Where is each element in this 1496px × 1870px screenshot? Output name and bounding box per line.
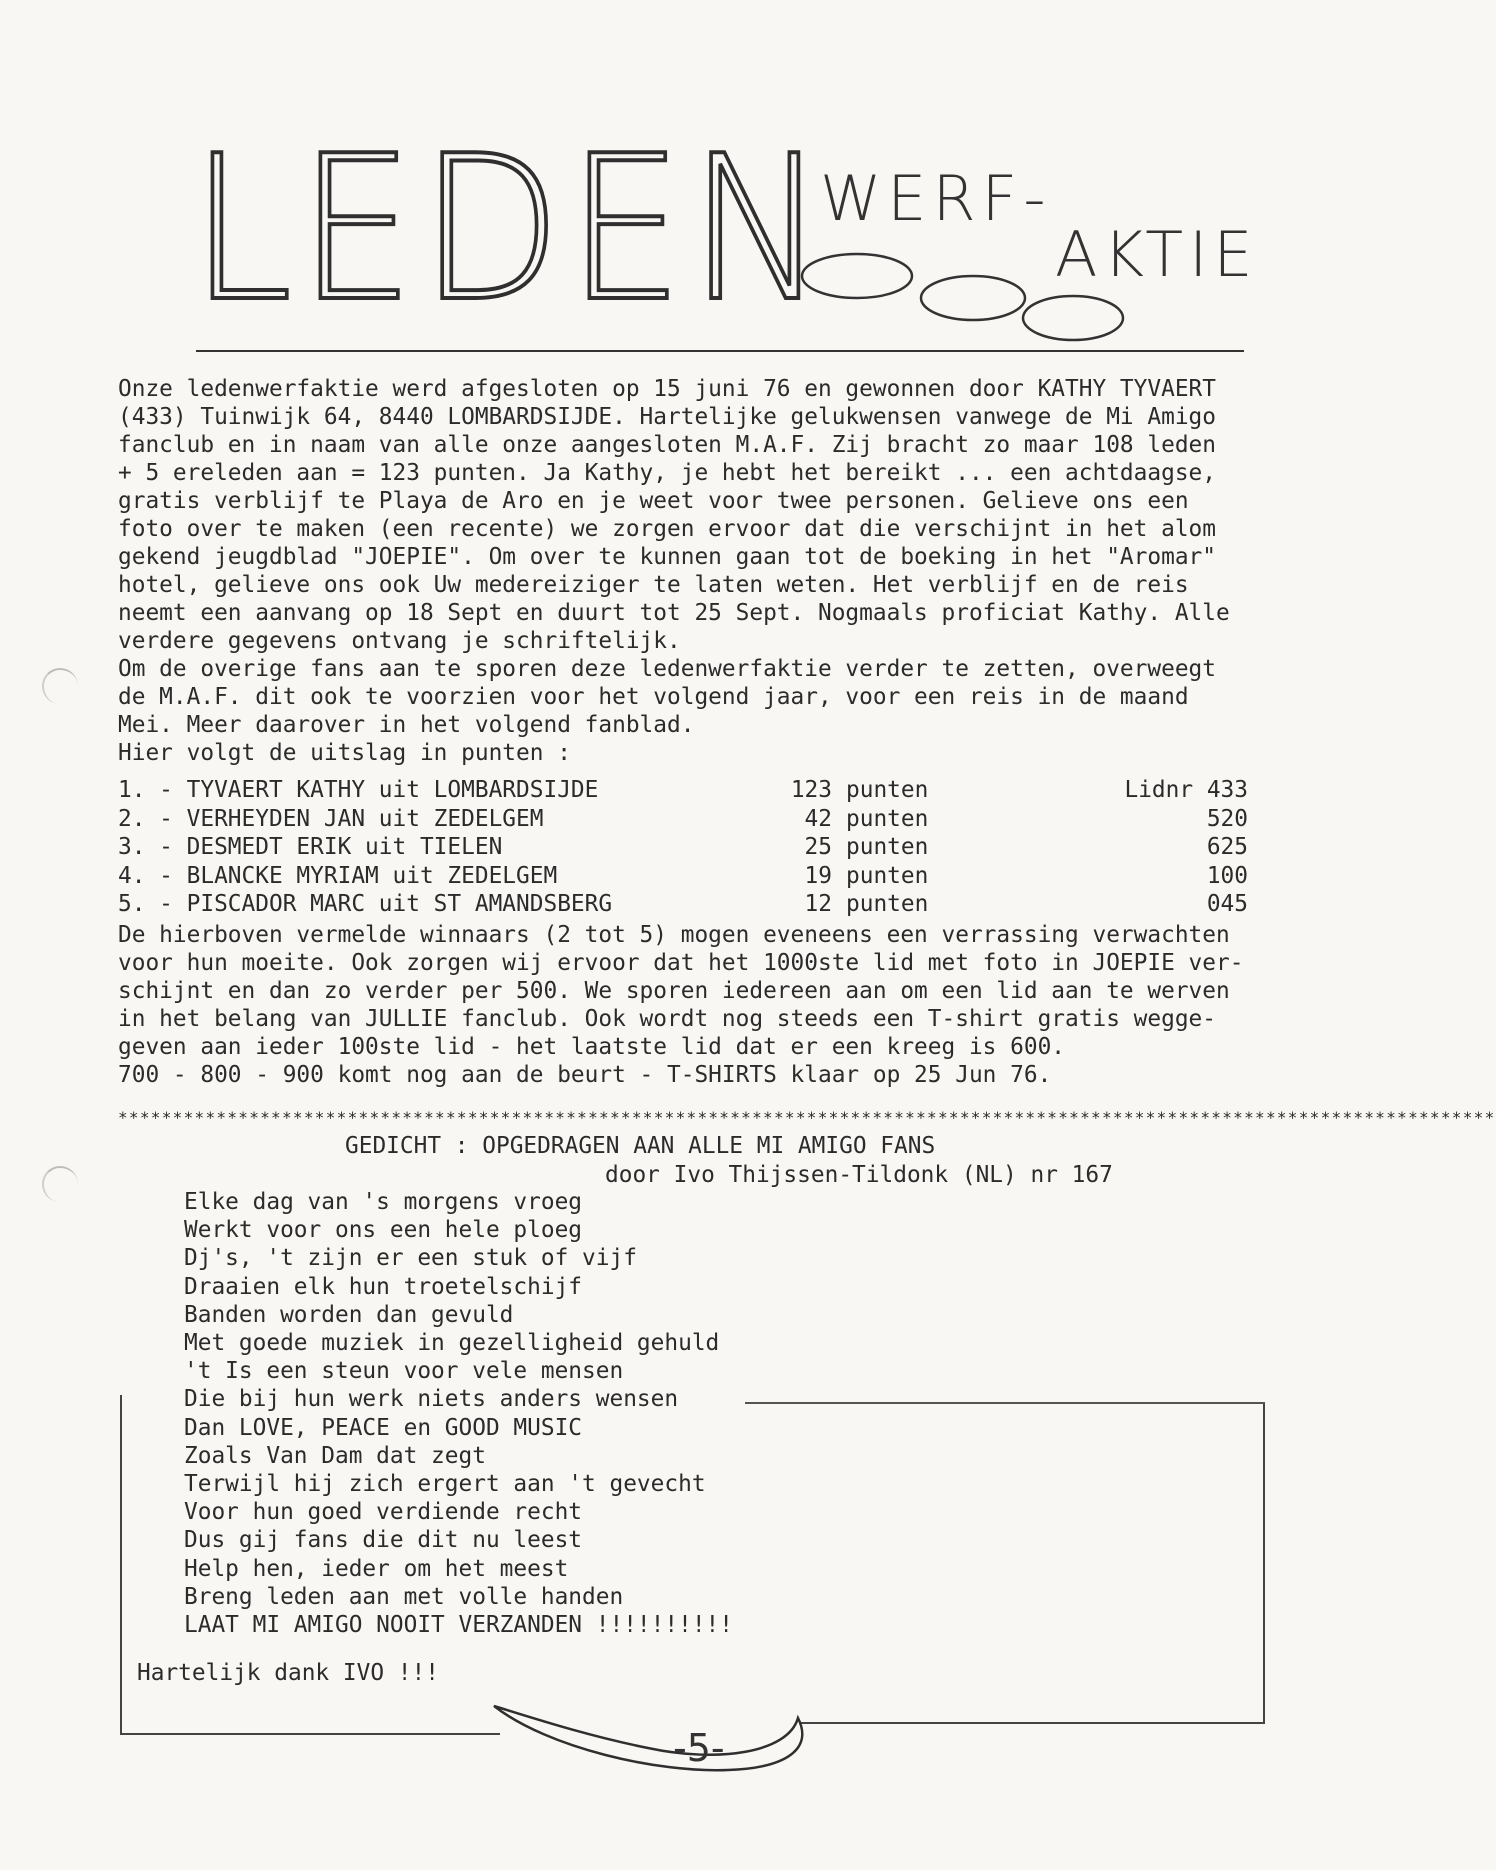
result-points: 42: [804, 805, 832, 832]
page-number-area: [488, 1678, 818, 1792]
result-points: 12: [804, 891, 832, 918]
text-line: Om de overige fans aan te sporen deze ledenwerfaktie verder te zetten, overweegt: [118, 656, 1216, 682]
text-line: foto over te maken (een recente) we zorgen ervoor dat die verschijnt in het alom: [118, 516, 1216, 542]
text-line: Onze ledenwerfaktie werd afgesloten op 15 juni 76 en gewonnen door KATHY TYVAERT: [118, 376, 1216, 402]
result-name: 1. - TYVAERT KATHY uit LOMBARDSIJDE: [118, 777, 599, 803]
text-line: gekend jeugdblad "JOEPIE". Om over te kunnen gaan tot de boeking in het "Aromar": [118, 544, 1216, 570]
result-unit: punten: [846, 862, 929, 889]
header-ovals: [800, 250, 1140, 350]
text-line: Dan LOVE, PEACE en GOOD MUSIC: [184, 1414, 583, 1441]
box-border-top: [745, 1402, 1265, 1404]
page-number: -5-: [673, 1726, 725, 1770]
result-name: 5. - PISCADOR MARC uit ST AMANDSBERG: [118, 891, 613, 918]
result-points: 25: [804, 834, 832, 861]
box-border-bottom: [120, 1733, 500, 1735]
result-lidnr: 045: [1206, 891, 1248, 918]
text-line: Die bij hun werk niets anders wensen: [184, 1386, 679, 1413]
text-line: LAAT MI AMIGO NOOIT VERZANDEN !!!!!!!!!!: [184, 1612, 733, 1639]
text-line: 700 - 800 - 900 komt nog aan de beurt - T-SHIRTS klaar op 25 Jun 76.: [118, 1062, 1052, 1088]
text-line: Hier volgt de uitslag in punten :: [118, 740, 571, 766]
result-points: 123: [790, 777, 832, 803]
closing-paragraph: [118, 921, 1243, 1089]
result-name: 2. - VERHEYDEN JAN uit ZEDELGEM: [118, 805, 544, 832]
result-lidnr: 625: [1206, 834, 1248, 861]
result-unit: punten: [846, 805, 929, 832]
intro-paragraph: [118, 375, 1230, 767]
punch-hole: [42, 1166, 78, 1202]
text-line: neemt een aanvang op 18 Sept en duurt tot 25 Sept. Nogmaals proficiat Kathy. Alle: [118, 600, 1230, 626]
text-line: Help hen, ieder om het meest: [184, 1555, 569, 1582]
text-line: hotel, gelieve ons ook Uw medereiziger te laten weten. Het verblijf en de reis: [118, 572, 1189, 598]
text-line: Met goede muziek in gezelligheid gehuld: [184, 1330, 720, 1357]
text-line: Breng leden aan met volle handen: [184, 1583, 624, 1610]
box-border-bottom: [800, 1722, 1265, 1724]
text-line: (433) Tuinwijk 64, 8440 LOMBARDSIJDE. Hartelijke gelukwensen vanwege de Mi Amigo: [118, 404, 1216, 430]
text-line: Voor hun goed verdiende recht: [184, 1499, 583, 1526]
header-title: LEDEN: [190, 113, 832, 346]
result-lidnr: 520: [1206, 805, 1248, 832]
text-line: Terwijl hij zich ergert aan 't gevecht: [184, 1471, 706, 1498]
result-name: 3. - DESMEDT ERIK uit TIELEN: [118, 834, 503, 861]
text-line: Zoals Van Dam dat zegt: [184, 1442, 486, 1469]
text-line: gratis verblijf te Playa de Aro en je weet voor twee personen. Gelieve ons een: [118, 488, 1189, 514]
text-line: Dus gij fans die dit nu leest: [184, 1527, 583, 1554]
result-name: 4. - BLANCKE MYRIAM uit ZEDELGEM: [118, 862, 558, 889]
oval-2: [921, 276, 1025, 320]
text-line: schijnt en dan zo verder per 500. We sporen iedereen aan om een lid aan te werven: [118, 978, 1230, 1004]
text-line: Dj's, 't zijn er een stuk of vijf: [184, 1245, 637, 1272]
header-word-aktie: AKTIE: [1055, 218, 1259, 291]
poem-thanks: Hartelijk dank IVO !!!: [137, 1660, 439, 1686]
text-line: Werkt voor ons een hele ploeg: [184, 1217, 583, 1244]
text-line: geven aan ieder 100ste lid - het laatste lid dat er een kreeg is 600.: [118, 1034, 1066, 1060]
text-line: Banden worden dan gevuld: [184, 1301, 514, 1328]
result-points: 19: [804, 862, 832, 889]
poem-title: GEDICHT : OPGEDRAGEN AAN ALLE MI AMIGO FANS: [345, 1133, 936, 1159]
box-border-left: [120, 1395, 122, 1735]
text-line: voor hun moeite. Ook zorgen wij ervoor dat het 1000ste lid met foto in JOEPIE ver-: [118, 950, 1244, 976]
text-line: De hierboven vermelde winnaars (2 tot 5) mogen eveneens een verrassing verwachten: [118, 922, 1230, 948]
text-line: Elke dag van 's morgens vroeg: [184, 1189, 583, 1215]
punch-hole: [42, 668, 78, 704]
header-word-werf: WERF-: [820, 162, 1052, 235]
box-border-right: [1263, 1404, 1265, 1724]
text-line: de M.A.F. dit ook te voorzien voor het volgend jaar, voor een reis in de maand: [118, 684, 1189, 710]
header-underline: [196, 350, 1244, 352]
result-unit: punten: [846, 891, 929, 918]
text-line: 't Is een steun voor vele mensen: [184, 1358, 624, 1385]
poem-author: door Ivo Thijssen-Tildonk (NL) nr 167: [605, 1162, 1113, 1188]
oval-1: [802, 254, 912, 298]
swoosh-shape: [488, 1678, 818, 1788]
poem-lines: [184, 1188, 733, 1639]
result-unit: punten: [846, 834, 929, 861]
text-line: Mei. Meer daarover in het volgend fanblad.: [118, 712, 695, 738]
separator-stars: ******************************************************************************************************************************: [118, 1108, 1496, 1127]
result-unit: punten: [846, 777, 929, 803]
result-lidnr: 100: [1206, 862, 1248, 889]
text-line: + 5 ereleden aan = 123 punten. Ja Kathy, je hebt het bereikt ... een achtdaagse,: [118, 460, 1216, 486]
text-line: fanclub en in naam van alle onze aangesloten M.A.F. Zij bracht zo maar 108 leden: [118, 432, 1216, 458]
oval-3: [1023, 296, 1123, 340]
text-line: verdere gegevens ontvang je schriftelijk.: [118, 628, 681, 654]
result-lidnr: Lidnr 433: [1124, 777, 1248, 803]
text-line: Draaien elk hun troetelschijf: [184, 1273, 583, 1300]
text-line: in het belang van JULLIE fanclub. Ook wordt nog steeds een T-shirt gratis wegge-: [118, 1006, 1216, 1032]
